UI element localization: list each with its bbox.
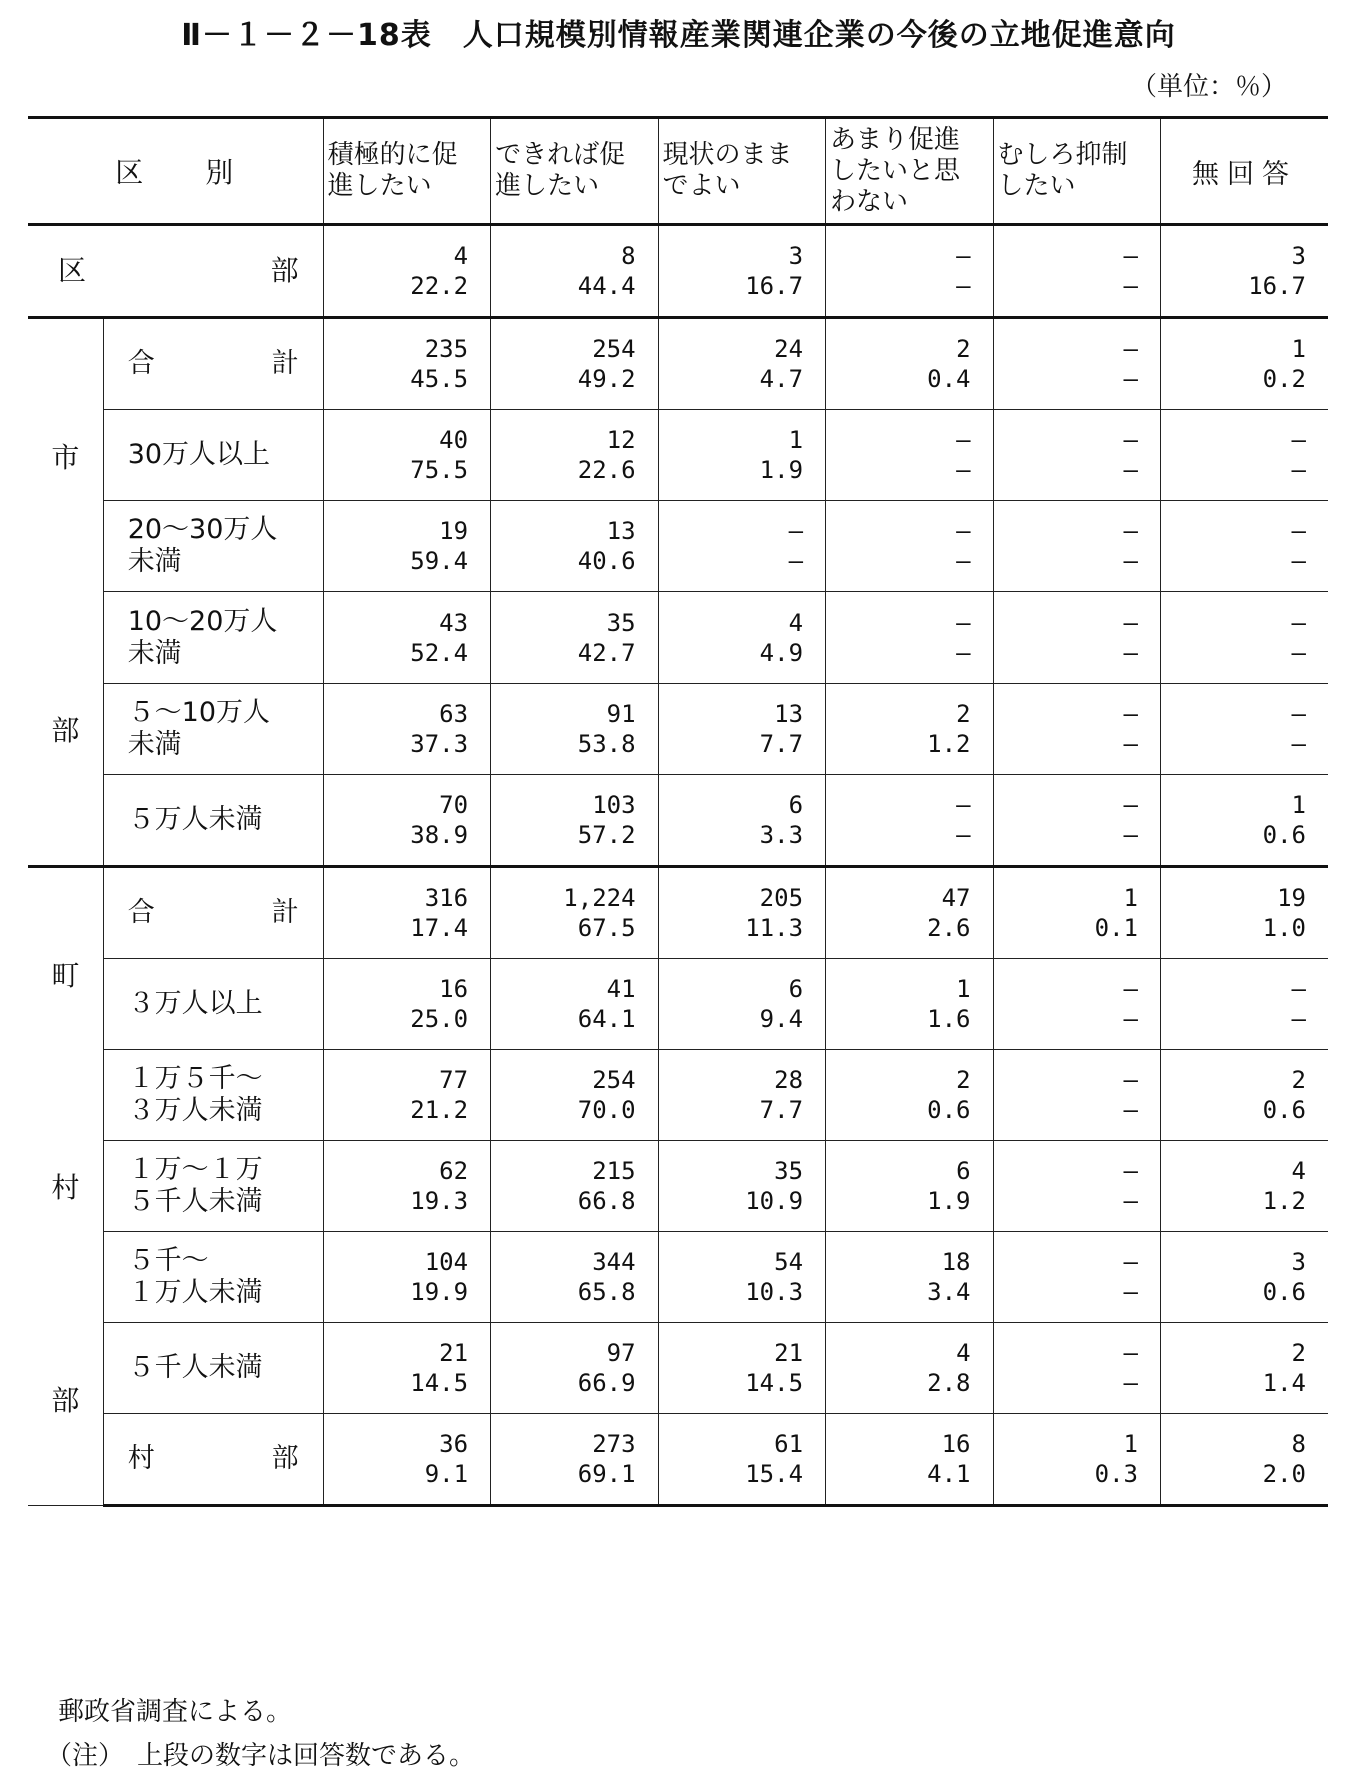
count-value: 8 (621, 242, 636, 270)
row-label: 30万人以上 (103, 410, 323, 501)
percent-value: 66.9 (577, 1369, 636, 1397)
value-cell (993, 1323, 1160, 1414)
count-value: 2 (1291, 1339, 1306, 1367)
value-cell (658, 318, 825, 410)
count-value: 6 (788, 790, 804, 819)
value-cell (323, 225, 490, 318)
percent-value: — (1123, 1278, 1138, 1306)
count-value: — (1123, 517, 1138, 546)
count-value: — (1123, 975, 1138, 1003)
count-value: — (1123, 335, 1138, 364)
count-value: 70 (439, 790, 469, 819)
percent-value: 25.0 (410, 1005, 469, 1033)
row-label: 村 部 (103, 1414, 323, 1506)
header-col-active: 積極的に促 進したい (323, 118, 490, 225)
value-cell (658, 1050, 825, 1141)
percent-value: 1.9 (927, 1187, 971, 1215)
value-cell (491, 1141, 658, 1232)
count-value: 19 (439, 517, 469, 546)
count-value: 12 (606, 426, 636, 455)
percent-value: 0.1 (1094, 914, 1138, 942)
count-value: 21 (774, 1339, 804, 1367)
header-row (28, 118, 1328, 225)
value-cell (826, 501, 993, 592)
percent-value: 45.5 (410, 365, 469, 394)
count-value: 19 (1277, 884, 1306, 912)
header-col-not-much: あまり促進 したいと思 わない (826, 118, 993, 225)
count-value: 16 (941, 1430, 971, 1458)
count-value: — (1123, 1157, 1138, 1185)
value-cell (826, 410, 993, 501)
percent-value: 4.9 (759, 638, 804, 667)
count-value: — (1123, 1066, 1138, 1094)
percent-value: 1.9 (759, 456, 804, 485)
percent-value: — (1123, 1096, 1138, 1124)
count-value: 13 (606, 517, 636, 546)
value-cell (323, 774, 490, 866)
value-cell (658, 501, 825, 592)
table-row (28, 959, 1328, 1050)
percent-value: 0.4 (927, 365, 971, 394)
value-cell (491, 592, 658, 683)
table-row (28, 1141, 1328, 1232)
group-label-chosonbu: 町 村 部 (28, 867, 103, 1506)
percent-value: 65.8 (577, 1278, 636, 1306)
header-col-suppress: むしろ抑制 したい (993, 118, 1160, 225)
table-row (28, 683, 1328, 774)
percent-value: 17.4 (410, 914, 469, 942)
table-row (28, 592, 1328, 683)
value-cell (491, 318, 658, 410)
percent-value: — (1123, 820, 1138, 849)
count-value: — (1123, 608, 1138, 637)
count-value: 18 (941, 1248, 971, 1276)
count-value: — (1291, 608, 1306, 637)
value-cell (1161, 1323, 1329, 1414)
percent-value: 10.9 (745, 1187, 804, 1215)
count-value: — (1123, 790, 1138, 819)
value-cell (323, 959, 490, 1050)
value-cell (993, 225, 1160, 318)
percent-value: 2.8 (927, 1369, 971, 1397)
row-label: 10～20万人 未満 (103, 592, 323, 683)
percent-value: 9.4 (759, 1005, 804, 1033)
value-cell (491, 867, 658, 959)
value-cell (993, 1141, 1160, 1232)
percent-value: — (1123, 729, 1138, 758)
count-value: 205 (759, 884, 804, 912)
percent-value: 14.5 (410, 1369, 469, 1397)
count-value: 36 (439, 1430, 469, 1458)
count-value: 4 (453, 242, 469, 270)
value-cell (491, 959, 658, 1050)
value-cell (1161, 592, 1329, 683)
value-cell (323, 683, 490, 774)
percent-value: 19.9 (410, 1278, 469, 1306)
percent-value: — (1291, 547, 1306, 576)
value-cell (826, 683, 993, 774)
percent-value: 21.2 (410, 1096, 469, 1124)
percent-value: 57.2 (577, 820, 636, 849)
percent-value: — (956, 456, 971, 485)
percent-value: 69.1 (577, 1460, 636, 1488)
value-cell (826, 774, 993, 866)
value-cell (323, 1323, 490, 1414)
percent-value: 1.6 (927, 1005, 971, 1033)
percent-value: 1.2 (1262, 1187, 1306, 1215)
value-cell (658, 592, 825, 683)
percent-value: — (1291, 456, 1306, 485)
percent-value: 42.7 (577, 638, 636, 667)
percent-value: — (1123, 1369, 1138, 1397)
table-row (28, 501, 1328, 592)
percent-value: 0.6 (1262, 820, 1306, 849)
count-value: — (956, 790, 971, 819)
percent-value: 53.8 (577, 729, 636, 758)
value-cell (491, 1414, 658, 1506)
value-cell (993, 318, 1160, 410)
value-cell (323, 867, 490, 959)
percent-value: 7.7 (759, 1096, 804, 1124)
count-value: — (1291, 699, 1306, 728)
count-value: 35 (774, 1157, 804, 1185)
row-label: １万５千～ ３万人未満 (103, 1050, 323, 1141)
value-cell (491, 225, 658, 318)
value-cell (658, 1141, 825, 1232)
count-value: 24 (774, 335, 804, 364)
note-remark: （注） 上段の数字は回答数である。 (46, 1741, 476, 1771)
table-row (28, 867, 1328, 959)
count-value: 316 (424, 884, 469, 912)
percent-value: 66.8 (577, 1187, 636, 1215)
value-cell (993, 501, 1160, 592)
count-value: 1,224 (563, 884, 636, 912)
percent-value: — (1123, 1187, 1138, 1215)
percent-value: 4.7 (759, 365, 804, 394)
value-cell (826, 1414, 993, 1506)
percent-value: — (1123, 365, 1138, 394)
count-value: 21 (439, 1339, 469, 1367)
percent-value: 70.0 (577, 1096, 636, 1124)
count-value: 91 (606, 699, 636, 728)
value-cell (658, 410, 825, 501)
value-cell (491, 501, 658, 592)
unit-label: （単位：％） (1130, 72, 1287, 102)
value-cell (1161, 318, 1329, 410)
count-value: — (1123, 426, 1138, 455)
percent-value: 0.6 (1262, 1278, 1306, 1306)
value-cell (491, 1232, 658, 1323)
header-col-no-answer: 無回答 (1161, 118, 1329, 225)
percent-value: 1.2 (927, 729, 971, 758)
value-cell (826, 225, 993, 318)
count-value: 4 (1291, 1157, 1306, 1185)
count-value: 6 (956, 1157, 971, 1185)
value-cell (1161, 867, 1329, 959)
count-value: 54 (774, 1248, 804, 1276)
percent-value: 0.6 (1262, 1096, 1306, 1124)
count-value: 215 (592, 1157, 636, 1185)
value-cell (491, 1323, 658, 1414)
table-row (28, 318, 1328, 410)
table-row (28, 774, 1328, 866)
count-value: — (1123, 699, 1138, 728)
value-cell (1161, 1414, 1329, 1506)
percent-value: — (956, 638, 971, 667)
value-cell (1161, 410, 1329, 501)
row-label: 合 計 (103, 867, 323, 959)
row-label: ３万人以上 (103, 959, 323, 1050)
count-value: 13 (774, 699, 804, 728)
count-value: 77 (439, 1066, 469, 1094)
row-label: ５～10万人 未満 (103, 683, 323, 774)
percent-value: 19.3 (410, 1187, 469, 1215)
table-row (28, 410, 1328, 501)
count-value: — (1123, 1339, 1138, 1367)
row-label: 合 計 (103, 318, 323, 410)
value-cell (993, 867, 1160, 959)
value-cell (323, 1050, 490, 1141)
percent-value: — (1123, 638, 1138, 667)
count-value: 4 (788, 608, 804, 637)
count-value: — (956, 608, 971, 637)
percent-value: 7.7 (759, 729, 804, 758)
value-cell (993, 1050, 1160, 1141)
percent-value: 10.3 (745, 1278, 804, 1306)
header-category: 区 別 (28, 118, 323, 225)
percent-value: 49.2 (577, 365, 636, 394)
count-value: 2 (956, 1066, 971, 1094)
count-value: 2 (1291, 1066, 1306, 1094)
percent-value: 15.4 (745, 1460, 804, 1488)
percent-value: 4.1 (927, 1460, 971, 1488)
value-cell (826, 592, 993, 683)
value-cell (491, 683, 658, 774)
count-value: — (1123, 242, 1138, 270)
percent-value: — (1291, 729, 1306, 758)
table-body (28, 225, 1328, 1506)
percent-value: 11.3 (745, 914, 804, 942)
value-cell (993, 1232, 1160, 1323)
count-value: 28 (774, 1066, 804, 1094)
count-value: 2 (956, 699, 971, 728)
count-value: — (956, 517, 971, 546)
value-cell (491, 410, 658, 501)
count-value: 1 (1123, 1430, 1138, 1458)
percent-value: 16.7 (1248, 272, 1306, 300)
value-cell (658, 867, 825, 959)
row-label: ５千人未満 (103, 1323, 323, 1414)
value-cell (1161, 774, 1329, 866)
count-value: 1 (1291, 335, 1306, 364)
row-label: １万～１万 ５千人未満 (103, 1141, 323, 1232)
percent-value: 9.1 (424, 1460, 469, 1488)
percent-value: 59.4 (410, 547, 469, 576)
table-row (28, 1414, 1328, 1506)
count-value: — (1291, 517, 1306, 546)
percent-value: 40.6 (577, 547, 636, 576)
percent-value: 14.5 (745, 1369, 804, 1397)
count-value: 3 (1291, 242, 1306, 270)
count-value: — (1291, 975, 1306, 1003)
value-cell (993, 410, 1160, 501)
count-value: 47 (941, 884, 971, 912)
value-cell (1161, 1050, 1329, 1141)
count-value: 97 (606, 1339, 636, 1367)
percent-value: 44.4 (577, 272, 636, 300)
count-value: 344 (592, 1248, 636, 1276)
count-value: 1 (788, 426, 804, 455)
value-cell (658, 225, 825, 318)
value-cell (1161, 959, 1329, 1050)
value-cell (1161, 225, 1329, 318)
percent-value: 67.5 (577, 914, 636, 942)
count-value: 1 (956, 975, 971, 1003)
value-cell (1161, 501, 1329, 592)
note-source: 郵政省調査による。 (58, 1697, 293, 1727)
value-cell (491, 774, 658, 866)
value-cell (658, 683, 825, 774)
value-cell (1161, 683, 1329, 774)
count-value: 1 (1123, 884, 1138, 912)
value-cell (826, 1232, 993, 1323)
count-value: 40 (439, 426, 469, 455)
value-cell (826, 1141, 993, 1232)
count-value: 6 (788, 975, 804, 1003)
percent-value: 64.1 (577, 1005, 636, 1033)
percent-value: — (1123, 547, 1138, 576)
percent-value: 38.9 (410, 820, 469, 849)
count-value: 1 (1291, 790, 1306, 819)
value-cell (1161, 1141, 1329, 1232)
count-value: 8 (1291, 1430, 1306, 1458)
percent-value: 37.3 (410, 729, 469, 758)
value-cell (323, 1414, 490, 1506)
percent-value: 0.3 (1094, 1460, 1138, 1488)
count-value: 16 (439, 975, 469, 1003)
percent-value: — (1123, 272, 1138, 300)
count-value: 63 (439, 699, 469, 728)
value-cell (1161, 1232, 1329, 1323)
row-label: ５万人未満 (103, 774, 323, 866)
value-cell (658, 1232, 825, 1323)
row-label: 区 部 (28, 225, 323, 318)
value-cell (491, 1050, 658, 1141)
value-cell (993, 683, 1160, 774)
count-value: 104 (424, 1248, 469, 1276)
count-value: 4 (956, 1339, 971, 1367)
value-cell (993, 592, 1160, 683)
percent-value: 75.5 (410, 456, 469, 485)
percent-value: — (1291, 638, 1306, 667)
header-col-as-is: 現状のまま でよい (658, 118, 825, 225)
count-value: — (956, 426, 971, 455)
count-value: 235 (424, 335, 469, 364)
value-cell (826, 318, 993, 410)
percent-value: — (1123, 1005, 1138, 1033)
percent-value: — (1123, 456, 1138, 485)
notes (46, 1690, 487, 1778)
value-cell (323, 592, 490, 683)
value-cell (826, 1050, 993, 1141)
count-value: 43 (439, 608, 469, 637)
value-cell (993, 1414, 1160, 1506)
table-title: Ⅱ－１－２－18表 人口規模別情報産業関連企業の今後の立地促進意向 (181, 18, 1176, 53)
value-cell (323, 1232, 490, 1323)
count-value: 61 (774, 1430, 804, 1458)
count-value: 273 (592, 1430, 636, 1458)
table-row (28, 1232, 1328, 1323)
count-value: 41 (606, 975, 636, 1003)
percent-value: 0.2 (1262, 365, 1306, 394)
percent-value: — (788, 547, 804, 576)
value-cell (323, 410, 490, 501)
count-value: 3 (788, 242, 804, 270)
row-label: 20～30万人 未満 (103, 501, 323, 592)
table-row (28, 1323, 1328, 1414)
percent-value: — (1291, 1005, 1306, 1033)
value-cell (826, 959, 993, 1050)
count-value: — (956, 242, 971, 270)
value-cell (658, 774, 825, 866)
count-value: 62 (439, 1157, 469, 1185)
table-row-kubu (28, 225, 1328, 318)
group-label-shibu: 市 部 (28, 318, 103, 867)
percent-value: — (956, 547, 971, 576)
header-col-if-possible: できれば促 進したい (491, 118, 658, 225)
count-value: 254 (592, 335, 636, 364)
count-value: 35 (606, 608, 636, 637)
value-cell (323, 501, 490, 592)
value-cell (826, 1323, 993, 1414)
percent-value: 1.0 (1262, 914, 1306, 942)
percent-value: 52.4 (410, 638, 469, 667)
value-cell (323, 318, 490, 410)
row-label: ５千～ １万人未満 (103, 1232, 323, 1323)
percent-value: 16.7 (745, 272, 804, 300)
percent-value: 22.2 (410, 272, 469, 300)
value-cell (658, 1414, 825, 1506)
count-value: — (788, 517, 804, 546)
count-value: 103 (592, 790, 636, 819)
percent-value: 22.6 (577, 456, 636, 485)
value-cell (993, 959, 1160, 1050)
percent-value: 2.0 (1262, 1460, 1306, 1488)
percent-value: 3.4 (927, 1278, 971, 1306)
value-cell (826, 867, 993, 959)
count-value: 3 (1291, 1248, 1306, 1276)
value-cell (993, 774, 1160, 866)
value-cell (323, 1141, 490, 1232)
percent-value: 0.6 (927, 1096, 971, 1124)
count-value: 254 (592, 1066, 636, 1094)
value-cell (658, 959, 825, 1050)
percent-value: — (956, 272, 971, 300)
percent-value: 3.3 (759, 820, 804, 849)
value-cell (658, 1323, 825, 1414)
table-row (28, 1050, 1328, 1141)
percent-value: 2.6 (927, 914, 971, 942)
count-value: 2 (956, 335, 971, 364)
percent-value: — (956, 820, 971, 849)
count-value: — (1291, 426, 1306, 455)
percent-value: 1.4 (1262, 1369, 1306, 1397)
count-value: — (1123, 1248, 1138, 1276)
data-table (28, 116, 1328, 1507)
